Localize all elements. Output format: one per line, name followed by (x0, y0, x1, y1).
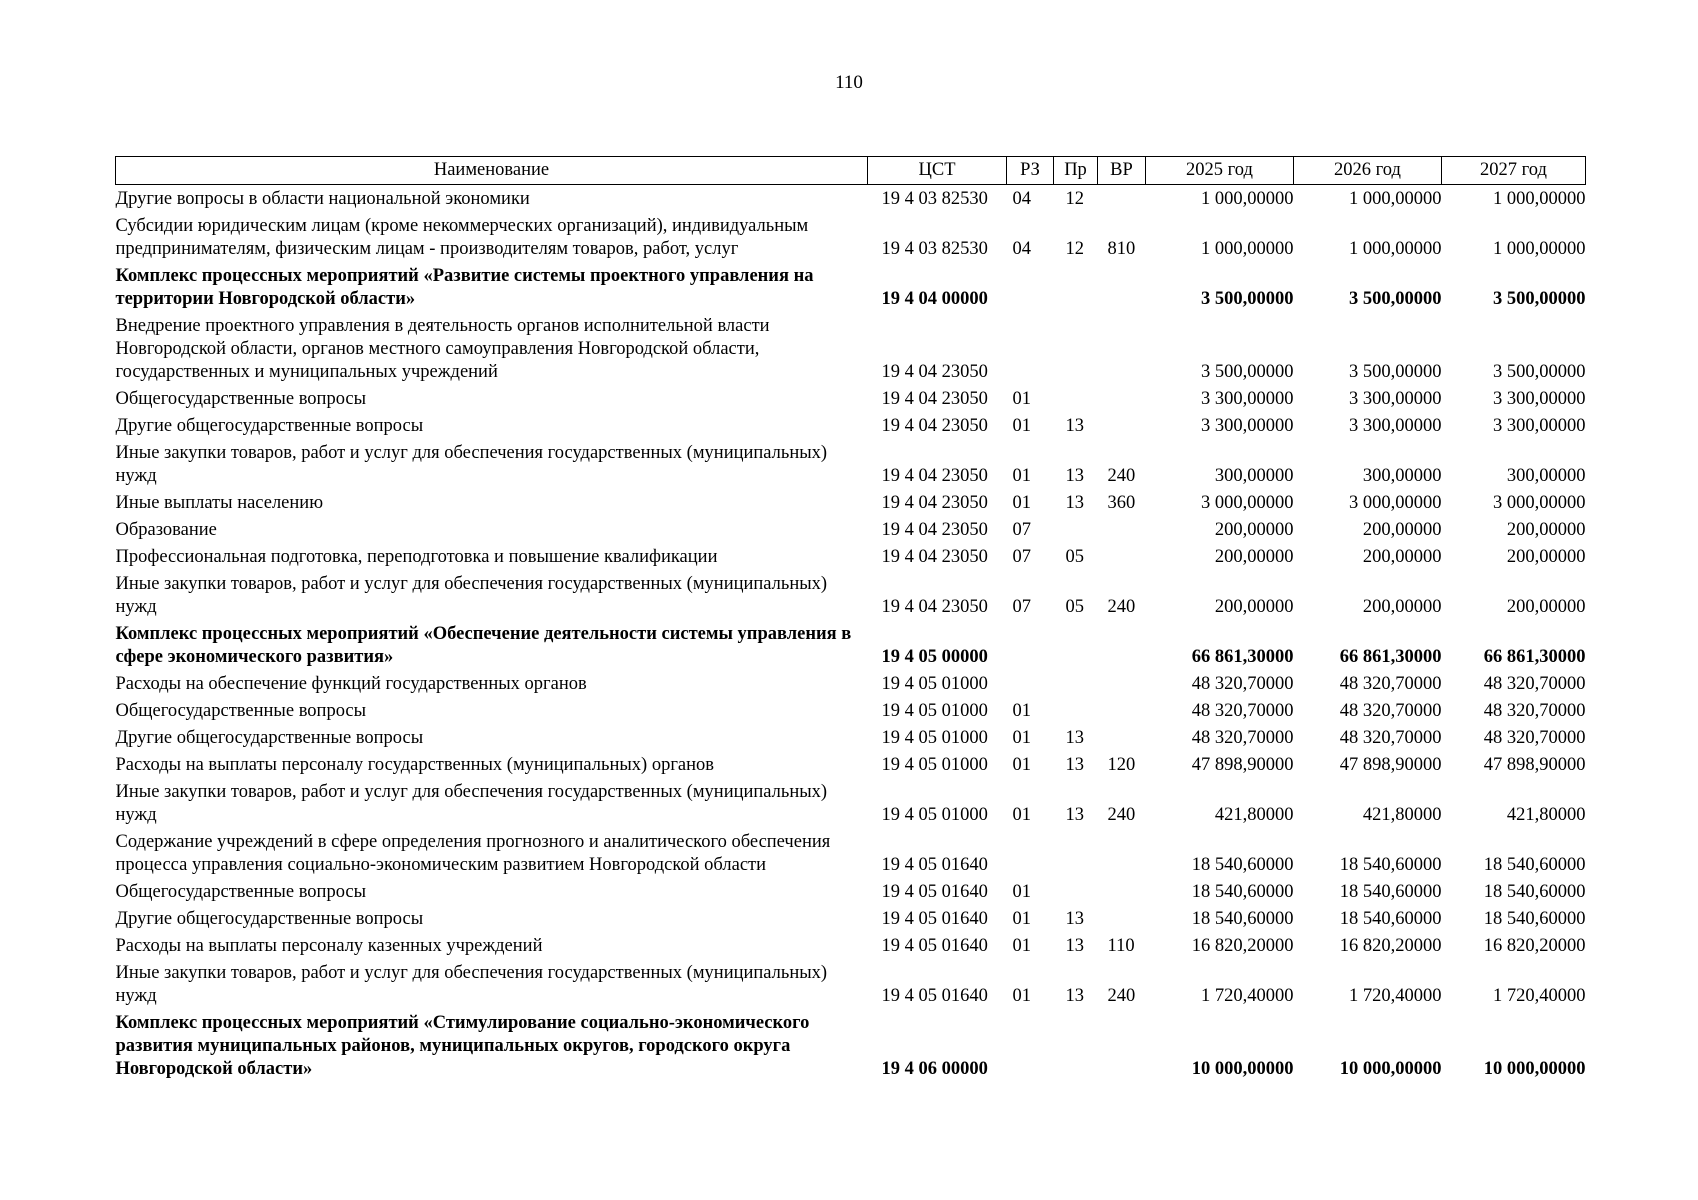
row-name: Расходы на выплаты персоналу казенных учреждений (115, 936, 543, 956)
row-amount-2025: 3 500,00000 (1201, 289, 1294, 309)
row-pr: 12 (1065, 239, 1084, 259)
row-amount-2026: 1 000,00000 (1349, 189, 1442, 209)
row-pr: 13 (1065, 986, 1084, 1006)
table-row (116, 385, 1586, 412)
row-amount-2027: 200,00000 (1506, 547, 1586, 567)
row-rz: 04 (1012, 239, 1031, 259)
row-amount-2026: 1 000,00000 (1349, 239, 1442, 259)
row-name: Другие общегосударственные вопросы (115, 416, 424, 436)
row-name: Иные выплаты населению (115, 493, 324, 513)
row-rz: 01 (1012, 389, 1031, 409)
table-row (116, 932, 1586, 959)
row-rz: 01 (1012, 701, 1031, 721)
row-amount-2027: 3 300,00000 (1493, 416, 1586, 436)
row-cst: 19 4 05 01000 (881, 674, 988, 694)
row-amount-2025: 3 300,00000 (1201, 416, 1294, 436)
row-pr: 05 (1065, 547, 1084, 567)
row-vr (1098, 1009, 1146, 1082)
row-amount-2027: 3 500,00000 (1493, 289, 1586, 309)
row-pr: 13 (1065, 728, 1084, 748)
row-rz: 07 (1012, 547, 1031, 567)
row-vr (1098, 412, 1146, 439)
row-vr (1098, 620, 1146, 670)
row-name: Комплекс процессных мероприятий «Стимулирование социально-экономического развития муниципальных районов, муниципальных округов, городского округа Новгородской области» (115, 1013, 810, 1079)
table-row (116, 751, 1586, 778)
row-vr (1098, 262, 1146, 312)
row-vr (1098, 878, 1146, 905)
row-name: Общегосударственные вопросы (115, 389, 367, 409)
row-rz (1007, 620, 1054, 670)
row-amount-2026: 48 320,70000 (1339, 674, 1442, 694)
row-pr: 05 (1065, 597, 1084, 617)
row-amount-2025: 48 320,70000 (1191, 728, 1294, 748)
row-vr (1098, 697, 1146, 724)
row-amount-2027: 3 500,00000 (1493, 362, 1586, 382)
row-pr (1054, 828, 1098, 878)
row-amount-2027: 18 540,60000 (1483, 909, 1586, 929)
row-amount-2027: 48 320,70000 (1483, 728, 1586, 748)
row-amount-2027: 3 300,00000 (1493, 389, 1586, 409)
row-amount-2027: 10 000,00000 (1483, 1059, 1586, 1079)
row-amount-2026: 47 898,90000 (1339, 755, 1442, 775)
col-header-pr: Пр (1054, 157, 1098, 185)
row-amount-2025: 3 000,00000 (1201, 493, 1294, 513)
row-amount-2027: 200,00000 (1506, 597, 1586, 617)
col-header-2026: 2026 год (1294, 157, 1442, 185)
row-amount-2027: 16 820,20000 (1483, 936, 1586, 956)
row-vr (1098, 185, 1146, 213)
row-pr (1054, 620, 1098, 670)
row-amount-2027: 48 320,70000 (1483, 701, 1586, 721)
row-amount-2027: 48 320,70000 (1483, 674, 1586, 694)
table-header-row (116, 157, 1586, 185)
page-number: 110 (835, 72, 863, 93)
row-cst: 19 4 04 23050 (881, 416, 988, 436)
row-amount-2026: 200,00000 (1362, 520, 1442, 540)
row-vr: 810 (1107, 239, 1136, 259)
row-pr: 13 (1065, 909, 1084, 929)
row-vr (1098, 670, 1146, 697)
row-name: Профессиональная подготовка, переподготовка и повышение квалификации (115, 547, 718, 567)
row-amount-2027: 1 000,00000 (1493, 189, 1586, 209)
row-cst: 19 4 05 01000 (881, 755, 988, 775)
row-name: Комплекс процессных мероприятий «Развитие системы проектного управления на территории Новгородской области» (115, 266, 814, 309)
row-cst: 19 4 05 01000 (881, 805, 988, 825)
row-pr: 13 (1065, 755, 1084, 775)
row-rz: 07 (1012, 520, 1031, 540)
row-vr: 240 (1107, 466, 1136, 486)
row-rz: 01 (1012, 936, 1031, 956)
row-amount-2027: 3 000,00000 (1493, 493, 1586, 513)
row-amount-2027: 18 540,60000 (1483, 855, 1586, 875)
row-amount-2026: 1 720,40000 (1349, 986, 1442, 1006)
row-amount-2027: 47 898,90000 (1483, 755, 1586, 775)
row-rz: 01 (1012, 466, 1031, 486)
row-cst: 19 4 04 23050 (881, 466, 988, 486)
row-pr (1054, 1009, 1098, 1082)
row-cst: 19 4 04 23050 (881, 362, 988, 382)
row-amount-2026: 16 820,20000 (1339, 936, 1442, 956)
row-cst: 19 4 06 00000 (881, 1059, 988, 1079)
row-cst: 19 4 05 01640 (881, 909, 988, 929)
row-amount-2027: 300,00000 (1506, 466, 1586, 486)
row-amount-2026: 48 320,70000 (1339, 728, 1442, 748)
row-cst: 19 4 04 23050 (881, 389, 988, 409)
table-row (116, 412, 1586, 439)
row-name: Другие общегосударственные вопросы (115, 728, 424, 748)
row-amount-2026: 3 500,00000 (1349, 362, 1442, 382)
row-rz: 04 (1012, 189, 1031, 209)
table-row (116, 778, 1586, 828)
table-row (116, 262, 1586, 312)
row-name: Комплекс процессных мероприятий «Обеспечение деятельности системы управления в сфере экономического развития» (115, 624, 852, 667)
row-amount-2026: 18 540,60000 (1339, 882, 1442, 902)
row-name: Общегосударственные вопросы (115, 701, 367, 721)
row-amount-2025: 421,80000 (1214, 805, 1294, 825)
row-amount-2025: 47 898,90000 (1191, 755, 1294, 775)
row-amount-2025: 3 500,00000 (1201, 362, 1294, 382)
row-rz (1007, 262, 1054, 312)
row-amount-2026: 18 540,60000 (1339, 855, 1442, 875)
table-row (116, 439, 1586, 489)
row-rz: 01 (1012, 805, 1031, 825)
row-amount-2026: 3 300,00000 (1349, 416, 1442, 436)
row-amount-2025: 3 300,00000 (1201, 389, 1294, 409)
row-amount-2025: 16 820,20000 (1191, 936, 1294, 956)
row-name: Другие общегосударственные вопросы (115, 909, 424, 929)
row-name: Содержание учреждений в сфере определения прогнозного и аналитического обеспечения процесса управления социально-экономическим развитием Новгородской области (115, 832, 831, 875)
row-name: Расходы на выплаты персоналу государственных (муниципальных) органов (115, 755, 715, 775)
row-name: Иные закупки товаров, работ и услуг для обеспечения государственных (муниципальных) нужд (115, 574, 828, 617)
row-rz: 01 (1012, 755, 1031, 775)
row-amount-2025: 1 000,00000 (1201, 189, 1294, 209)
table-row (116, 312, 1586, 385)
col-header-name: Наименование (116, 157, 868, 185)
col-header-vr: ВР (1098, 157, 1146, 185)
row-vr: 120 (1107, 755, 1136, 775)
row-amount-2025: 200,00000 (1214, 520, 1294, 540)
row-cst: 19 4 04 23050 (881, 547, 988, 567)
row-rz (1007, 828, 1054, 878)
budget-table (115, 156, 1586, 1082)
row-name: Расходы на обеспечение функций государственных органов (115, 674, 587, 694)
table-row (116, 828, 1586, 878)
row-vr: 240 (1107, 805, 1136, 825)
row-amount-2026: 200,00000 (1362, 547, 1442, 567)
row-name: Общегосударственные вопросы (115, 882, 367, 902)
row-pr: 13 (1065, 805, 1084, 825)
row-amount-2025: 48 320,70000 (1191, 674, 1294, 694)
row-rz: 01 (1012, 493, 1031, 513)
row-amount-2025: 66 861,30000 (1191, 647, 1294, 667)
row-name: Образование (115, 520, 217, 540)
row-amount-2026: 66 861,30000 (1339, 647, 1442, 667)
row-vr (1098, 724, 1146, 751)
col-header-rz: РЗ (1007, 157, 1054, 185)
row-cst: 19 4 05 00000 (881, 647, 988, 667)
row-name: Иные закупки товаров, работ и услуг для обеспечения государственных (муниципальных) нужд (115, 443, 828, 486)
row-cst: 19 4 04 23050 (881, 520, 988, 540)
row-rz: 07 (1012, 597, 1031, 617)
row-pr (1054, 262, 1098, 312)
row-pr (1054, 516, 1098, 543)
row-amount-2025: 200,00000 (1214, 597, 1294, 617)
row-amount-2026: 3 500,00000 (1349, 289, 1442, 309)
row-rz: 01 (1012, 909, 1031, 929)
table-row (116, 620, 1586, 670)
row-vr: 240 (1107, 597, 1136, 617)
row-cst: 19 4 04 23050 (881, 597, 988, 617)
table-row (116, 543, 1586, 570)
row-pr (1054, 878, 1098, 905)
row-vr (1098, 828, 1146, 878)
row-amount-2025: 1 000,00000 (1201, 239, 1294, 259)
row-amount-2027: 1 000,00000 (1493, 239, 1586, 259)
row-amount-2025: 200,00000 (1214, 547, 1294, 567)
row-amount-2025: 300,00000 (1214, 466, 1294, 486)
table-row (116, 959, 1586, 1009)
row-rz: 01 (1012, 882, 1031, 902)
row-vr (1098, 516, 1146, 543)
table-row (116, 489, 1586, 516)
row-amount-2025: 10 000,00000 (1191, 1059, 1294, 1079)
row-amount-2027: 66 861,30000 (1483, 647, 1586, 667)
row-rz: 01 (1012, 728, 1031, 748)
table-row (116, 1009, 1586, 1082)
row-pr: 13 (1065, 416, 1084, 436)
row-cst: 19 4 05 01640 (881, 936, 988, 956)
table-row (116, 905, 1586, 932)
row-amount-2025: 18 540,60000 (1191, 909, 1294, 929)
row-amount-2025: 48 320,70000 (1191, 701, 1294, 721)
row-amount-2026: 48 320,70000 (1339, 701, 1442, 721)
row-vr (1098, 312, 1146, 385)
row-name: Другие вопросы в области национальной экономики (115, 189, 530, 209)
row-cst: 19 4 03 82530 (881, 239, 988, 259)
row-pr (1054, 670, 1098, 697)
row-cst: 19 4 05 01640 (881, 855, 988, 875)
row-rz (1007, 1009, 1054, 1082)
row-cst: 19 4 04 23050 (881, 493, 988, 513)
row-rz (1007, 670, 1054, 697)
row-rz: 01 (1012, 416, 1031, 436)
row-vr: 240 (1107, 986, 1136, 1006)
col-header-cst: ЦСТ (868, 157, 1007, 185)
row-amount-2026: 200,00000 (1362, 597, 1442, 617)
table-row (116, 570, 1586, 620)
row-name: Иные закупки товаров, работ и услуг для обеспечения государственных (муниципальных) нужд (115, 963, 828, 1006)
row-amount-2027: 18 540,60000 (1483, 882, 1586, 902)
row-amount-2026: 3 300,00000 (1349, 389, 1442, 409)
table-row (116, 185, 1586, 213)
row-amount-2027: 200,00000 (1506, 520, 1586, 540)
row-amount-2026: 300,00000 (1362, 466, 1442, 486)
row-amount-2026: 3 000,00000 (1349, 493, 1442, 513)
col-header-2027: 2027 год (1442, 157, 1586, 185)
table-row (116, 670, 1586, 697)
row-pr (1054, 385, 1098, 412)
row-pr: 13 (1065, 936, 1084, 956)
table-row (116, 212, 1586, 262)
row-cst: 19 4 05 01000 (881, 701, 988, 721)
row-rz (1007, 312, 1054, 385)
row-vr (1098, 543, 1146, 570)
row-pr: 13 (1065, 466, 1084, 486)
row-rz: 01 (1012, 986, 1031, 1006)
table-row (116, 878, 1586, 905)
row-pr (1054, 312, 1098, 385)
row-pr: 12 (1065, 189, 1084, 209)
row-amount-2026: 10 000,00000 (1339, 1059, 1442, 1079)
row-cst: 19 4 04 00000 (881, 289, 988, 309)
table-row (116, 516, 1586, 543)
row-amount-2026: 421,80000 (1362, 805, 1442, 825)
row-vr: 360 (1107, 493, 1136, 513)
row-vr: 110 (1107, 936, 1135, 956)
table-body (116, 185, 1586, 1083)
row-name: Внедрение проектного управления в деятельность органов исполнительной власти Новгородской области, органов местного самоуправления Новгородской области, государственных и муниципальных учреждений (115, 316, 770, 382)
row-cst: 19 4 05 01000 (881, 728, 988, 748)
row-amount-2027: 421,80000 (1506, 805, 1586, 825)
row-amount-2027: 1 720,40000 (1493, 986, 1586, 1006)
row-cst: 19 4 03 82530 (881, 189, 988, 209)
row-amount-2025: 1 720,40000 (1201, 986, 1294, 1006)
row-amount-2025: 18 540,60000 (1191, 882, 1294, 902)
row-pr (1054, 697, 1098, 724)
row-vr (1098, 905, 1146, 932)
table-row (116, 697, 1586, 724)
table-row (116, 724, 1586, 751)
row-name: Субсидии юридическим лицам (кроме некоммерческих организаций), индивидуальным предпринимателям, физическим лицам - производителям товаров, работ, услуг (115, 216, 809, 259)
row-name: Иные закупки товаров, работ и услуг для обеспечения государственных (муниципальных) нужд (115, 782, 828, 825)
row-amount-2026: 18 540,60000 (1339, 909, 1442, 929)
row-vr (1098, 385, 1146, 412)
row-cst: 19 4 05 01640 (881, 986, 988, 1006)
row-amount-2025: 18 540,60000 (1191, 855, 1294, 875)
col-header-2025: 2025 год (1146, 157, 1294, 185)
row-cst: 19 4 05 01640 (881, 882, 988, 902)
row-pr: 13 (1065, 493, 1084, 513)
